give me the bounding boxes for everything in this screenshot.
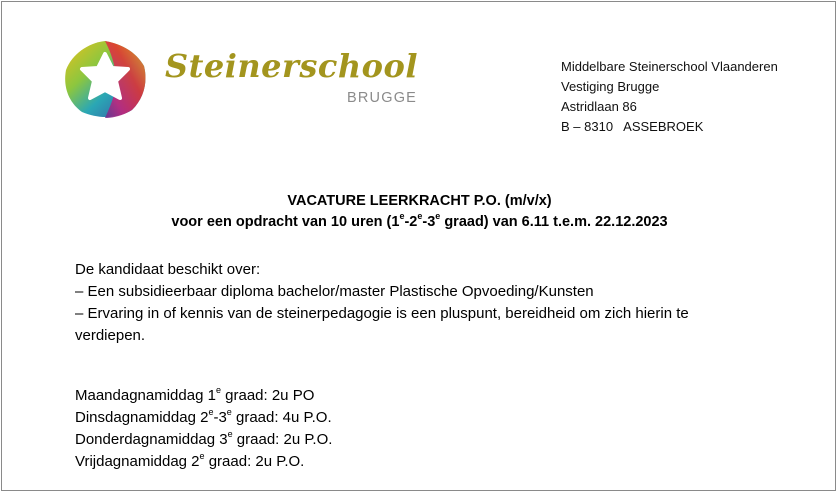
superscript: e (399, 211, 405, 222)
requirement-item: – Een subsidieerbaar diploma bachelor/master Plastische Opvoeding/Kunsten (75, 283, 594, 300)
subtitle-text: graad) van 6.11 t.e.m. 22.12.2023 (440, 214, 668, 230)
schedule-text: graad: 2u P.O. (232, 431, 333, 448)
schedule-line (75, 451, 332, 473)
address-line: Middelbare Steinerschool Vlaanderen (561, 59, 778, 74)
schedule-text: Dinsdagnamiddag 2 (75, 409, 209, 426)
rainbow-pentagon-logo-icon (62, 38, 148, 120)
vacancy-subtitle (0, 212, 839, 232)
subtitle-text: -3 (422, 214, 436, 230)
schedule-text: Donderdagnamiddag 3 (75, 431, 228, 448)
requirements-intro: De kandidaat beschikt over: (75, 261, 261, 278)
logo-wordmark: Steinerschool (165, 47, 418, 85)
superscript: e (435, 211, 441, 222)
schedule-text: graad: 2u P.O. (204, 453, 305, 470)
schedule-text: -3 (213, 409, 227, 426)
superscript: e (215, 385, 221, 395)
superscript: e (227, 429, 233, 439)
requirements-section (75, 259, 775, 347)
schedule-line (75, 429, 332, 451)
schedule-section (75, 385, 332, 473)
requirement-item: verdiepen. (75, 327, 146, 344)
school-address (561, 57, 778, 137)
requirement-item: – Ervaring in of kennis van de steinerpedagogie is een pluspunt, bereidheid om zich hierin te (75, 305, 689, 322)
superscript: e (208, 407, 214, 417)
address-line: Astridlaan 86 (561, 99, 637, 114)
schedule-text: Vrijdagnamiddag 2 (75, 453, 200, 470)
superscript: e (226, 407, 232, 417)
address-line: B – 8310 ASSEBROEK (561, 119, 704, 134)
superscript: e (199, 451, 205, 461)
subtitle-text: voor een opdracht van 10 uren (1 (171, 214, 400, 230)
schedule-text: graad: 2u PO (220, 387, 315, 404)
vacancy-title: VACATURE LEERKRACHT P.O. (m/v/x) (287, 193, 552, 209)
subtitle-text: -2 (404, 214, 418, 230)
schedule-line (75, 407, 332, 429)
schedule-text: graad: 4u P.O. (231, 409, 332, 426)
superscript: e (417, 211, 423, 222)
logo-location: BRUGGE (347, 90, 418, 106)
school-logo (62, 38, 442, 120)
address-line: Vestiging Brugge (561, 79, 660, 94)
schedule-line (75, 385, 332, 407)
schedule-text: Maandagnamiddag 1 (75, 387, 216, 404)
